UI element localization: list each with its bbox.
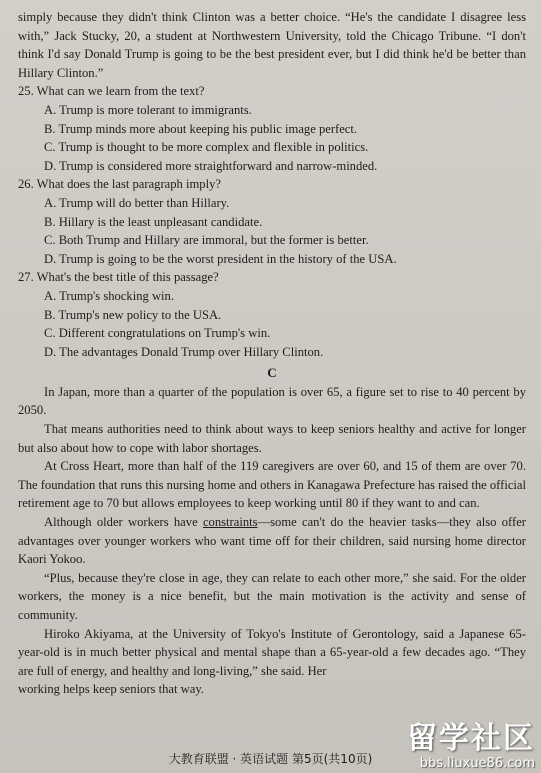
option-d: D. The advantages Donald Trump over Hillary Clinton. (44, 344, 324, 359)
passage-c-paragraph-6: Hiroko Akiyama, at the University of Tokyo's Institute of Gerontology, said a Japanese 65-year-old is in much better physical and mental shape than a 65-year-old a few decades ago. “They are full of energy, and healthy and long-living,” she said. Her (18, 626, 526, 678)
question-25 (18, 82, 526, 175)
option-b: B. Trump minds more about keeping his public image perfect. (44, 121, 358, 136)
option-a: A. Trump is more tolerant to immigrants. (44, 102, 252, 117)
page-content (18, 8, 526, 699)
option-b: B. Hillary is the least unpleasant candidate. (44, 214, 263, 229)
question-stem: 26. What does the last paragraph imply? (18, 177, 221, 192)
option-a: A. Trump will do better than Hillary. (44, 195, 230, 210)
option-d: D. Trump is going to be the worst president in the history of the USA. (44, 251, 397, 266)
page-footer: 大教育联盟 · 英语试题 第5页(共10页) (168, 752, 373, 766)
watermark-url: bbs.liuxue86.com (419, 756, 535, 771)
watermark (407, 722, 535, 771)
text-segment: Although older workers have (44, 515, 203, 530)
passage-b-ending: simply because they didn't think Clinton was a better choice. “He's the candidate I disagree less with,” Jack Stucky, 20, a student at Northwestern University, told the Chicago Tribune. “I don't think I'd say Donald Trump is going to be the best president ever, but I did think he'd be better than Hillary Clinton.” (18, 10, 526, 80)
option-c: C. Different congratulations on Trump's win. (44, 326, 271, 341)
passage-c-paragraph-3: At Cross Heart, more than half of the 119 caregivers are over 60, and 15 of them are over 70. The foundation that runs this nursing home and others in Kanagawa Prefecture has raised the official retirement age to 70 but allows employees to keep working until 80 if they want to and can. (18, 459, 526, 511)
passage-c-paragraph-1: In Japan, more than a quarter of the population is over 65, a figure set to rise to 40 percent by 2050. (18, 384, 526, 418)
question-stem: 25. What can we learn from the text? (18, 84, 205, 99)
passage-c-paragraph-5: “Plus, because they're close in age, they can relate to each other more,” she said. For the older workers, the money is a nice benefit, but the main motivation is the activity and sense of community. (18, 570, 526, 622)
passage-c-paragraph-2: That means authorities need to think about ways to keep seniors healthy and active for longer but also about how to cope with labor shortages. (18, 422, 526, 455)
underlined-word: constraints (202, 515, 258, 530)
passage-c-paragraph-6-end: working helps keep seniors that way. (18, 682, 204, 697)
option-c: C. Both Trump and Hillary are immoral, but the former is better. (44, 233, 369, 248)
option-d: D. Trump is considered more straightforward and narrow-minded. (44, 158, 378, 173)
section-heading: C (267, 365, 277, 381)
option-b: B. Trump's new policy to the USA. (44, 307, 222, 322)
text-segment: —some can't do the heavier tasks—they also offer advantages over younger workers who want time off for their children, said nursing home director Kaori Yokoo. (18, 515, 526, 567)
passage-c-paragraph-4 (18, 513, 526, 569)
question-27 (18, 268, 526, 361)
question-26 (18, 175, 526, 268)
question-stem: 27. What's the best title of this passage? (18, 270, 219, 285)
watermark-title: 留学社区 (407, 721, 535, 756)
option-a: A. Trump's shocking win. (44, 288, 174, 303)
option-c: C. Trump is thought to be more complex and flexible in politics. (44, 140, 369, 155)
